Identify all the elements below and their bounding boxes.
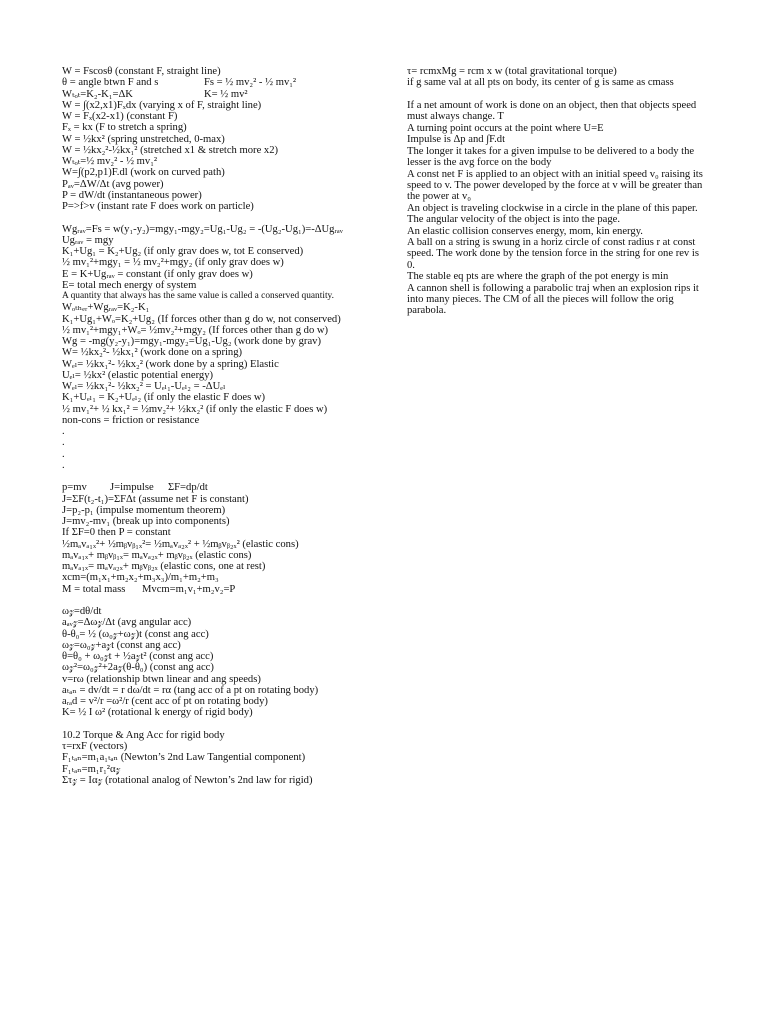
text-line: J=ΣF(t₂-t₁)=ΣFΔt (assume net F is constant) [62,493,249,505]
text-line: A turning point occurs at the point where U=E [407,122,604,134]
section-heading: 10.2 Torque & Ang Acc for rigid body [62,729,225,741]
text-line: A ball on a string is swung in a horiz circle of const radius r at const speed. The work done by the tension force in the string for one rev is 0. [407,236,699,271]
text-line: If a net amount of work is done on an object, then that objects speed must always change. T [407,100,697,123]
text-line: E = K+Ugᵣₐᵥ = constant (if only grav does w) [62,268,253,280]
text-line: Pₐᵥ=ΔW/Δt (avg power) [62,178,164,190]
text-line: A cannon shell is following a parabolic traj when an explosion rips it into many pieces. The CM of all the pieces will follow the orig parabola. [407,282,699,317]
text-line: ω𝓏²=ω₀𝓏²+2a𝓏(θ-θ₀) (const ang acc) [62,662,214,674]
text-line: if g same val at all pts on body, its center of g is same as cmass [407,77,674,89]
text-line: P=>f>v (instant rate F does work on particle) [62,201,254,212]
text-line: θ-θ₀= ½ (ω₀𝓏+ω𝓏)t (const ang acc) [62,628,209,640]
text-line: W = ½kx² (spring unstretched, 0-max) [62,133,225,145]
text-line: P = dW/dt (instantaneous power) [62,189,202,201]
text-line: Wₑₗ= ½kx₁²- ½kx₂² (work done by a spring) Elastic [62,358,279,370]
text-line: θ = angle btwn F and s Fs = ½ mv₂² - ½ mv₁² [62,77,297,89]
text-line: W=∫(p2,p1)F.dl (work on curved path) [62,167,225,179]
text-line: ½ mv₁²+mgy₁+Wₒ= ½mv₂²+mgy₂ (If forces other than g do w) [62,324,329,336]
text-line: A quantity that always has the same value is called a conserved quantity. [62,291,334,301]
text-line: W = Fscosθ (constant F, straight line) [62,66,221,77]
text-line: ½ mv₁²+mgy₁ = ½ mv₂²+mgy₂ (if only grav does w) [62,257,284,269]
text-line: xcm=(m₁x₁+m₂x₂+m₃x₃)/m₁+m₂+m₃ [62,572,219,584]
text-line: Fₓ = kx (F to stretch a spring) [62,122,187,134]
text-line: Uₑₗ= ½kx² (elastic potential energy) [62,369,214,381]
text-line: Wₑₗ= ½kx₁²- ½kx₂² = Uₑₗ₁-Uₑₗ₂ = -ΔUₑₗ [62,381,226,392]
text-line: non-cons = friction or resistance [62,414,200,426]
text-line: ω𝓏=dθ/dt [62,606,102,617]
text-line: Wₜₒₜ=½ mv₂² - ½ mv₁² [62,156,158,167]
text-line: W = ∫(x2,x1)Fₓdx (varying x of F, straight line) [62,99,262,111]
text-line: mₐvₐ₁ₓ+ mᵦvᵦ₁ₓ= mₐvₐ₂ₓ+ mᵦvᵦ₂ₓ (elastic cons) [62,549,252,561]
text-line: J=p₂-p₁ (impulse momentum theorem) [62,504,226,516]
text-line: K₁+Uₑₗ₁ = K₂+Uₑₗ₂ (if only the elastic F does w) [62,392,266,404]
text-line: Wg = -mg(y₂-y₁)=mgy₁-mgy₂=Ug₁-Ug₂ (work done by grav) [62,336,321,347]
text-line: aₜₐₙ = dv/dt = r dω/dt = rα (tang acc of a pt on rotating body) [62,684,319,696]
text-line: Wₜₒₜ=K₂-K₁=ΔK K= ½ mv² [62,88,248,100]
text-line: mₐvₐ₁ₓ= mₐvₐ₂ₓ+ mᵦvᵦ₂ₓ (elastic cons, one at rest) [62,561,266,572]
text-line: W = Fₓ(x2-x1) (constant F) [62,111,178,122]
text-line: v=rω (relationship btwn linear and ang speeds) [62,673,261,685]
text-line: W = ½kx₂²-½kx₁² (stretched x1 & stretch more x2) [62,144,279,156]
text-line: K₁+Ug₁ = K₂+Ug₂ (if only grav does w, tot E conserved) [62,246,304,257]
dot-line: . [62,437,65,449]
text-line: θ=θ₀ + ω₀𝓏t + ½a𝓏t² (const ang acc) [62,651,214,662]
text-line: Wₒₜₕₑᵣ+Wgᵣₐᵥ=K₂-K₁ [62,302,150,314]
dot-line: . [62,426,65,437]
text-line: Wgᵣₐᵥ=Fs = w(y₁-y₂)=mgy₁-mgy₂=Ug₁-Ug₂ = -(Ug₂-Ug₁)=-ΔUgᵣₐᵥ [62,223,343,235]
text-line: Ugᵣₐᵥ = mgy [62,234,114,246]
text-line: ω𝓏=ω₀𝓏+a𝓏t (const ang acc) [62,639,181,651]
text-line: W= ½kx₂²- ½kx₁² (work done on a spring) [62,347,243,359]
text-line: F₁ₜₐₙ=m₁a₁ₜₐₙ (Newton’s 2nd Law Tangential component) [62,752,306,764]
text-line: ½mₐvₐ₁ₓ²+ ½mᵦvᵦ₁ₓ²= ½mₐvₐ₂ₓ² + ½mᵦvᵦ₂ₓ² (elastic cons) [62,538,299,550]
text-line: J=mv₂-mv₁ (break up into components) [62,516,230,527]
left-column [62,66,392,786]
text-line: An object is traveling clockwise in a circle in the plane of this paper. The angular velocity of the object is into the page. [407,202,698,226]
text-line: The longer it takes for a given impulse to be delivered to a body the lesser is the avg force on the body [407,145,695,169]
text-line: K= ½ I ω² (rotational k energy of rigid body) [62,707,253,719]
text-line: Impulse is Δp and ∫F.dt [407,134,506,146]
text-line: F₁ₜₐₙ=m₁r₁²α𝓏 [62,763,121,775]
text-line: aᵣₐd = v²/r =ω²/r (cent acc of pt on rotating body) [62,696,268,707]
text-line: τ= rcmxMg = rcm x w (total gravitational torque) [407,66,617,77]
text-line: E= total mech energy of system [62,279,197,291]
text-line: M = total mass Mvcm=m₁v₁+m₂v₂=P [62,583,236,595]
text-line: The stable eq pts are where the graph of the pot energy is min [407,271,669,283]
text-line: A const net F is applied to an object with an initial speed v₀ raising its speed to v. The power developed by the force at v will be greater than the power at v₀ [407,168,703,203]
right-column [407,66,707,317]
text-line: Στ𝓏 = Iα𝓏 (rotational analog of Newton’s 2nd law for rigid) [62,774,313,786]
text-line: An elastic collision conserves energy, mom, kin energy. [407,225,643,237]
dot-line: . [62,459,65,471]
text-line: K₁+Ug₁+Wₒ=K₂+Ug₂ (If forces other than g do w, not conserved) [62,313,341,325]
text-line: ½ mv₁²+ ½ kx₁² = ½mv₂²+ ½kx₂² (if only the elastic F does w) [62,403,328,415]
text-line: aₐᵥ𝓏=Δω𝓏/Δt (avg angular acc) [62,617,192,629]
text-line: If ΣF=0 then P = constant [62,527,171,539]
text-line: τ=rxF (vectors) [62,741,128,752]
text-line: p=mv J=impulse ΣF=dp/dt [62,482,208,494]
dot-line: . [62,448,65,460]
